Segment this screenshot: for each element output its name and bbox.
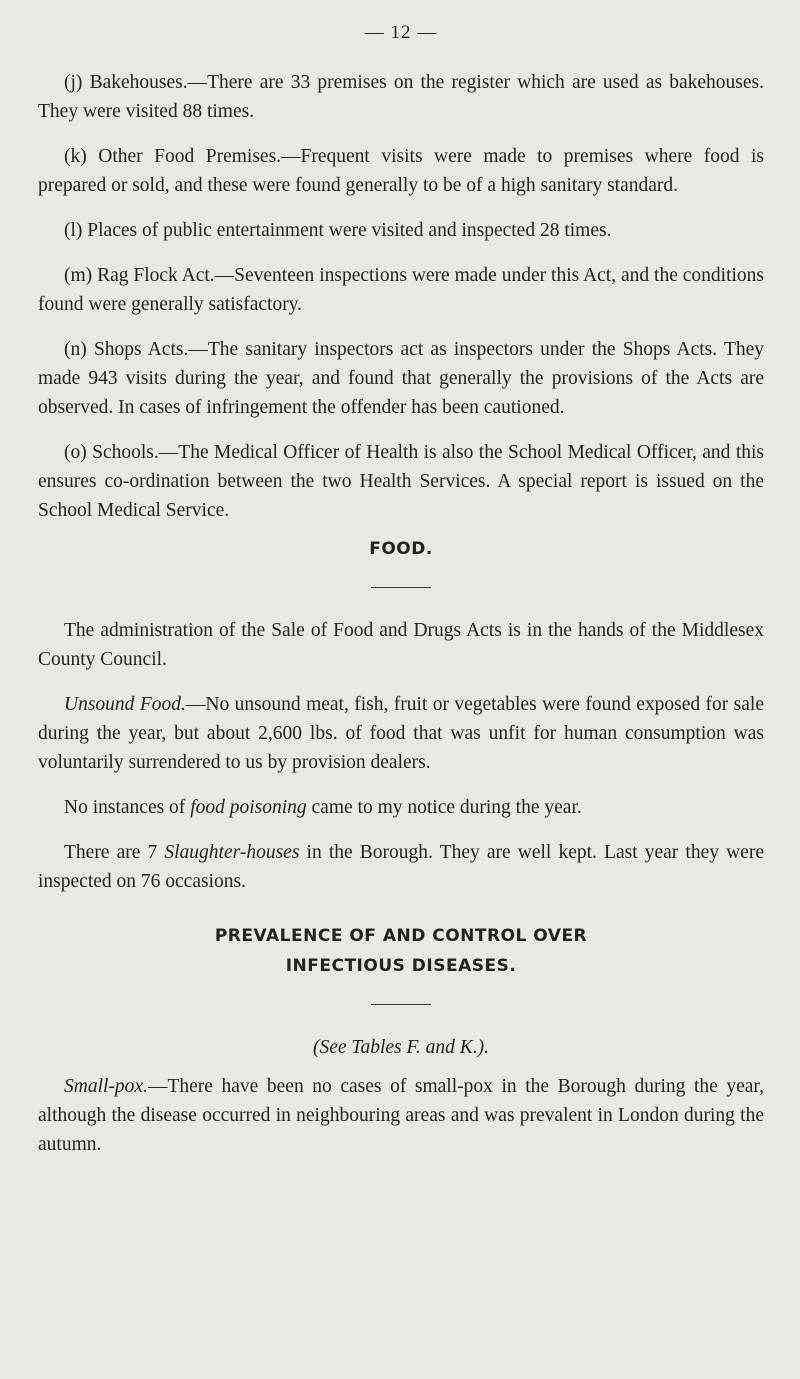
slaughter-text-pre: There are 7 [64,842,165,863]
food-poisoning-term: food poisoning [190,797,307,818]
paragraph-public-entertainment [38,216,764,245]
small-pox-text: —There have been no cases of small-pox in the Borough during the year, although the disease occurred in neighbouring areas and was prevalent in London during the autumn. [38,1076,764,1155]
item-text: The Medical Officer of Health is also the School Medical Officer, and this ensures co-ordination between the two Health Services. A special report is issued on the School Medical Service. [38,442,764,521]
item-lead: Shops Acts.— [93,339,208,360]
paragraph-bakehouses [38,68,764,126]
paragraph-small-pox [38,1072,764,1159]
item-text: Seventeen inspections were made under this Act, and the conditions found were generally satisfactory. [38,265,764,315]
item-text: The sanitary inspectors act as inspectors under the Shops Acts. They made 943 visits during the year, and found that generally the provisions of the Acts are observed. In cases of infringement the offender has been cautioned. [38,339,765,418]
item-label: (l) [64,220,83,241]
paragraph-unsound-food [38,690,764,777]
poisoning-text-post: came to my notice during the year. [306,797,582,818]
item-label: (m) [64,265,93,286]
item-label: (n) [64,339,87,360]
slaughter-text-post: in the Borough. They are well kept. Last year they were inspected on 76 occasions. [38,842,764,892]
small-pox-lead: Small-pox. [64,1076,148,1097]
paragraph-food-poisoning [38,793,764,822]
poisoning-text-pre: No instances of [64,797,191,818]
item-label: (j) [64,72,83,93]
see-tables-reference [38,1033,764,1062]
item-lead: Bakehouses.— [89,72,208,93]
item-text: There are 33 premises on the register which are used as bakehouses. They were visited 88 times. [38,72,765,122]
unsound-food-text: —No unsound meat, fish, fruit or vegetables were found exposed for sale during the year, but about 2,600 lbs. of food that was unfit for human consumption was voluntarily surrendered to us by provision dealers. [38,694,764,773]
item-label: (o) [64,442,87,463]
section-divider [371,587,431,588]
paragraph-other-food-premises [38,142,764,200]
paragraph-shops-acts [38,335,764,422]
paragraph-rag-flock-act [38,261,764,319]
item-lead: Other Food Premises.— [98,146,301,167]
see-tables-text: (See Tables F. and K.). [312,1037,490,1058]
item-lead: Schools.— [92,442,179,463]
page-number: — 12 — [364,22,438,43]
paragraph-schools [38,438,764,525]
infectious-diseases-heading-line2: INFECTIOUS DISEASES. [285,956,517,976]
item-text: Places of public entertainment were visited and inspected 28 times. [87,220,612,241]
paragraph-slaughter-houses [38,838,764,896]
item-label: (k) [64,146,87,167]
item-text: Frequent visits were made to premises where food is prepared or sold, and these were found generally to be of a high sanitary standard. [38,146,765,196]
item-lead: Rag Flock Act.— [97,265,235,286]
slaughter-houses-term: Slaughter-houses [164,842,300,863]
infectious-diseases-heading-line1: PREVALENCE OF AND CONTROL OVER [214,926,588,946]
section-divider [371,1004,431,1005]
unsound-food-lead: Unsound Food. [64,694,186,715]
food-heading: FOOD. [369,539,433,559]
paragraph-food-administration: The administration of the Sale of Food and Drugs Acts is in the hands of the Middlesex County Council. [38,620,764,670]
